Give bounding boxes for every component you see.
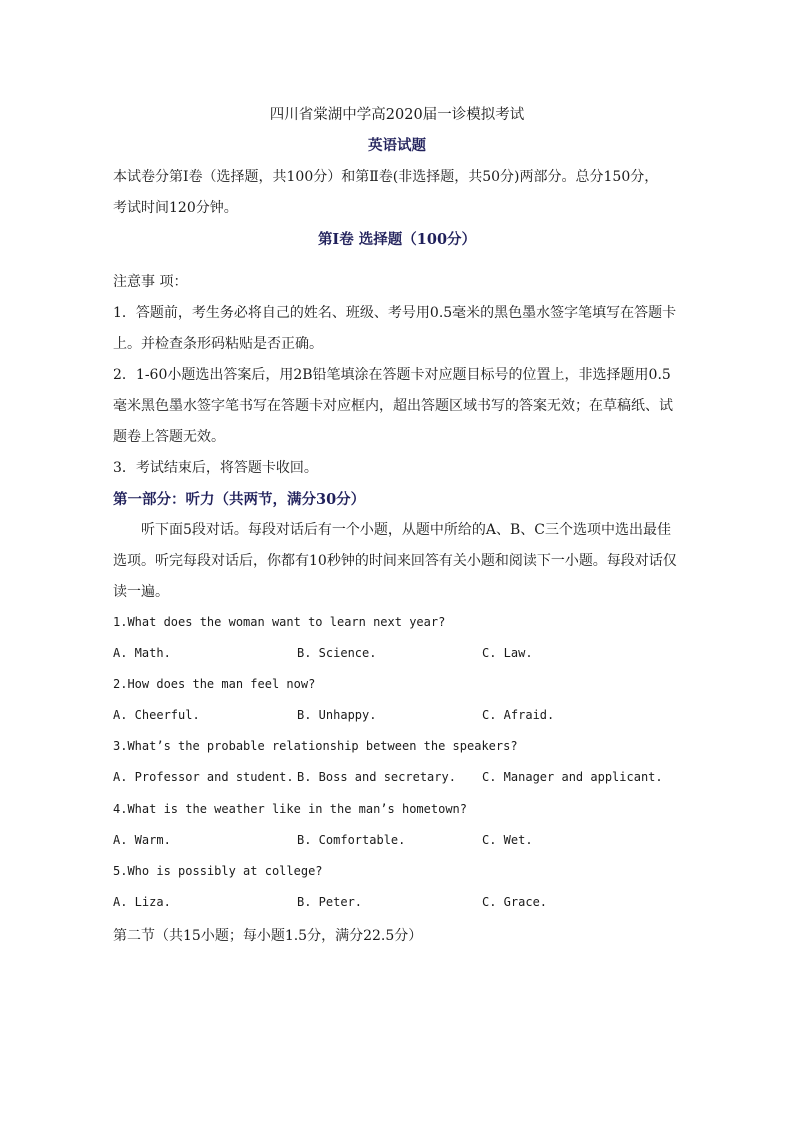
option-a: A. Warm. [113,833,171,847]
instruction-line: 选项。听完每段对话后，你都有10秒钟的时间来回答有关小题和阅读下一小题。每段对话仅 [113,553,677,569]
notes-line: 1．答题前，考生务必将自己的姓名、班级、考号用0.5毫米的黑色墨水签字笔填写在答题卡 [113,305,677,321]
question-text: 4.What is the weather like in the man’s hometown? [113,802,468,816]
option-b: B. Unhappy. [297,708,377,722]
option-b: B. Comfortable. [297,833,406,847]
intro-line: 本试卷分第Ⅰ卷（选择题，共100分）和第Ⅱ卷(非选择题，共50分)两部分。总分150分， [113,169,659,185]
notes-line: 题卷上答题无效。 [113,429,225,445]
option-a: A. Math. [113,646,171,660]
notes-line: 上。并检查条形码粘贴是否正确。 [113,336,323,352]
option-c: C. Wet. [482,833,533,847]
option-b: B. Boss and secretary. [297,770,456,784]
part1-heading: 第一部分：听力（共两节，满分30分） [113,491,366,508]
option-c: C. Afraid. [482,708,555,722]
option-b: B. Peter. [297,895,363,909]
option-a: A. Cheerful. [113,708,200,722]
question-text: 5.Who is possibly at college? [113,864,323,878]
instruction-line: 听下面5段对话。每段对话后有一个小题，从题中所给的A、B、C三个选项中选出最佳 [141,522,672,538]
section2-heading: 第二节（共15小题；每小题1.5分，满分22.5分） [113,928,423,944]
intro-line: 考试时间120分钟。 [113,200,238,216]
notes-line: 2．1-60小题选出答案后，用2B铅笔填涂在答题卡对应题目标号的位置上，非选择题用0.5 [113,367,671,383]
notes-line: 3．考试结束后，将答题卡收回。 [113,460,318,476]
exam-subtitle: 英语试题 [368,137,426,154]
option-c: C. Manager and applicant. [482,770,663,784]
option-b: B. Science. [297,646,377,660]
option-c: C. Grace. [482,895,548,909]
volume1-heading: 第Ⅰ卷 选择题（100分） [317,231,477,248]
question-text: 1.What does the woman want to learn next year? [113,615,446,629]
option-c: C. Law. [482,646,533,660]
instruction-line: 读一遍。 [113,584,169,600]
option-a: A. Professor and student. [113,770,294,784]
exam-title: 四川省棠湖中学高2020届一诊模拟考试 [269,107,525,123]
notes-label: 注意事 项： [113,274,188,290]
option-a: A. Liza. [113,895,171,909]
notes-line: 毫米黑色墨水签字笔书写在答题卡对应框内，超出答题区域书写的答案无效；在草稿纸、试 [113,398,673,414]
question-text: 2.How does the man feel now? [113,677,316,691]
watermark: ⠀ [656,760,678,795]
question-text: 3.What’s the probable relationship between the speakers? [113,739,518,753]
